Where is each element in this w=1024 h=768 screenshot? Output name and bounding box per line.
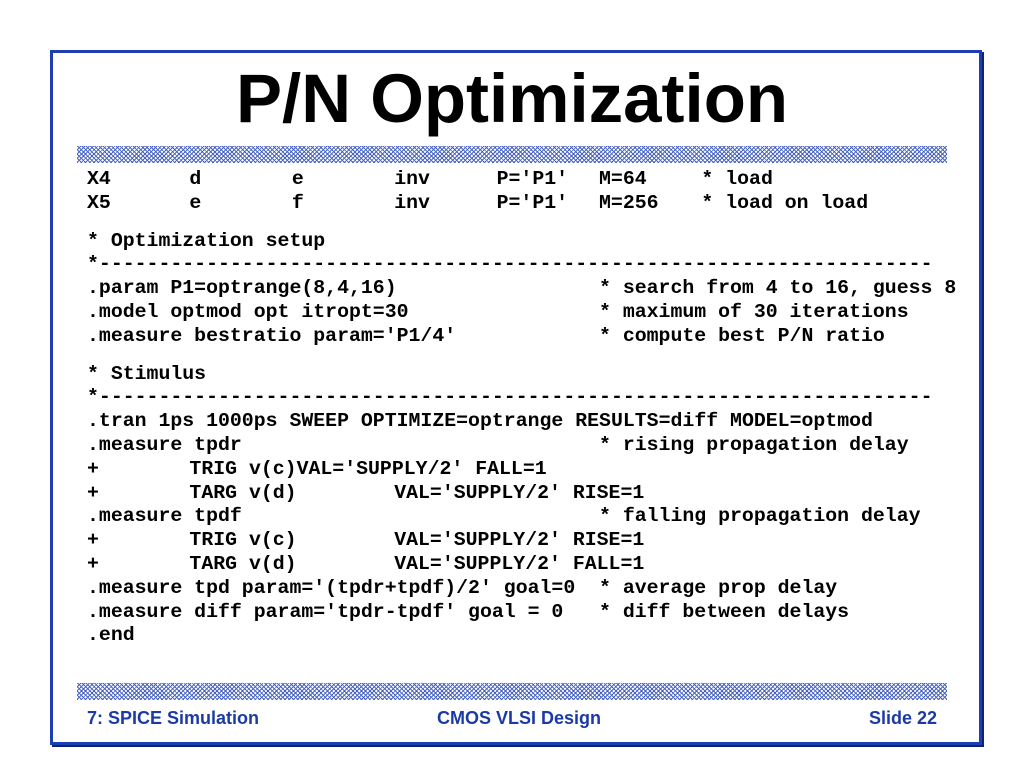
- title-rule-band: [77, 146, 947, 163]
- code-block-stimulus: [87, 362, 987, 648]
- code-comment-line: * Stimulus: [87, 361, 207, 385]
- code-line: .measure tpdr * rising propagation delay: [87, 432, 909, 456]
- code-line: + TARG v(d) VAL='SUPPLY/2' RISE=1: [87, 480, 645, 504]
- footer-slide-number: Slide 22: [868, 708, 937, 728]
- code-separator-line: *----------------------------------------------------------------------: [87, 385, 933, 409]
- code-listing: [87, 167, 987, 647]
- code-block-netlist: [87, 167, 987, 215]
- code-line: .param P1=optrange(8,4,16) * search from 4 to 16, guess 8: [87, 276, 957, 300]
- footer-rule-band: [77, 683, 947, 700]
- code-line: + TARG v(d) VAL='SUPPLY/2' FALL=1: [87, 551, 645, 575]
- code-line: + TRIG v(c) VAL='SUPPLY/2' RISE=1: [87, 528, 645, 552]
- code-line: X4 d e inv P='P1' M=64 * load: [87, 167, 773, 190]
- footer-chapter: 7: SPICE Simulation: [87, 708, 260, 728]
- code-line: .tran 1ps 1000ps SWEEP OPTIMIZE=optrange RESULTS=diff MODEL=optmod: [87, 409, 873, 433]
- code-line: .end: [87, 623, 135, 647]
- code-separator-line: *----------------------------------------------------------------------: [87, 252, 933, 276]
- code-line: + TRIG v(c)VAL='SUPPLY/2' FALL=1: [87, 456, 547, 480]
- code-line: .measure tpd param='(tpdr+tpdf)/2' goal=0 * average prop delay: [87, 575, 838, 599]
- slide-title: P/N Optimization: [236, 60, 788, 137]
- footer-course-title: CMOS VLSI Design: [436, 708, 602, 728]
- code-block-optimization-setup: [87, 229, 987, 348]
- code-line: .model optmod opt itropt=30 * maximum of 30 iterations: [87, 299, 909, 323]
- code-line: .measure bestratio param='P1/4' * compute best P/N ratio: [87, 323, 885, 347]
- code-line: .measure diff param='tpdr-tpdf' goal = 0 * diff between delays: [87, 599, 850, 623]
- code-comment-line: * Optimization setup: [87, 228, 326, 252]
- code-line: .measure tpdf * falling propagation delay: [87, 504, 921, 528]
- code-line: X5 e f inv P='P1' M=256 * load on load: [87, 190, 869, 214]
